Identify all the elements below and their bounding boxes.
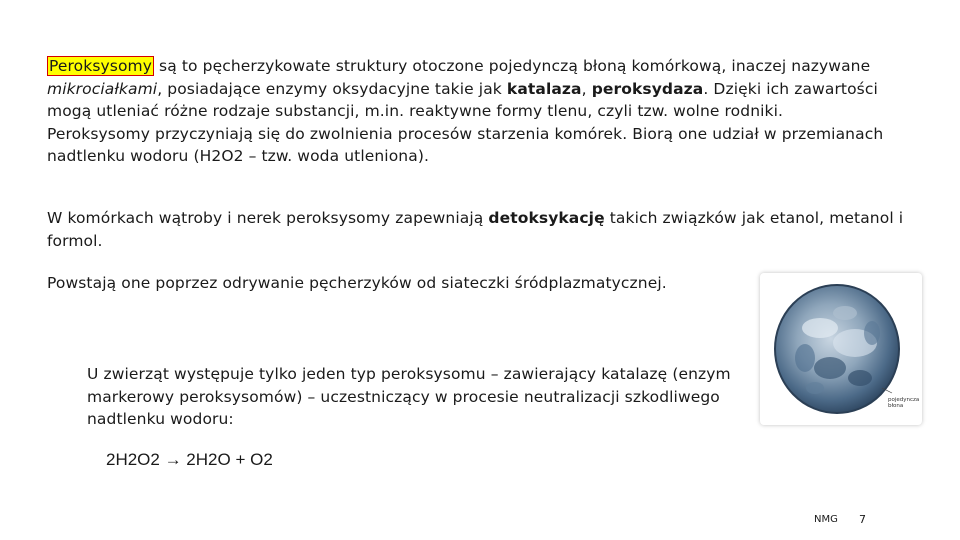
chemical-equation: 2H2O2 → 2H2O + O2 — [106, 450, 273, 469]
peroxisome-micrograph — [760, 273, 922, 425]
peroxisome-image-icon — [760, 273, 922, 425]
image-caption: pojedyncza — [888, 397, 920, 403]
text-segment: , posiadające enzymy oksydacyjne takie jak — [157, 79, 507, 98]
highlighted-term: Peroksysomy — [49, 57, 153, 75]
paragraph-detox — [47, 207, 927, 252]
italic-term: mikrociałkami — [47, 79, 158, 98]
text-segment: takich związków jak etanol, metanol i formol. — [47, 209, 904, 250]
text-segment: , — [581, 79, 592, 98]
page-number: 7 — [859, 513, 866, 526]
footer-author: NMG — [814, 514, 838, 525]
text-segment: Peroksysomy przyczyniają się do zwolnienia procesów starzenia komórek. Biorą one udział w przemianach nadtlenku wodoru (H2O2 – tzw. woda utleniona). — [47, 124, 884, 165]
text-segment: są to pęcherzykowate struktury otoczone pojedynczą błoną komórkową, inaczej nazywane — [154, 57, 871, 75]
text-segment: W komórkach wątroby i nerek peroksysomy zapewniają — [47, 209, 489, 227]
paragraph-catalase: U zwierząt występuje tylko jeden typ peroksysomu – zawierający katalazę (enzym markerowy peroksysomów) – uczestniczący w procesie neutralizacji szkodliwego nadtlenku wodoru: — [87, 365, 731, 428]
image-caption: błona — [888, 403, 904, 409]
bold-term-katalaza: katalaza — [506, 79, 582, 98]
paragraph-definition — [47, 55, 927, 168]
bold-term-peroksydaza: peroksydaza — [591, 79, 704, 98]
text-segment: . Dzięki ich zawartości mogą utleniać różne rodzaje substancji, m.in. reaktywne formy tlenu, czyli tzw. wolne rodniki. — [47, 79, 878, 120]
paragraph-origin: Powstają one poprzez odrywanie pęcherzyków od siateczki śródplazmatycznej. — [47, 274, 667, 292]
bold-term-detoksykacja: detoksykację — [488, 209, 605, 227]
